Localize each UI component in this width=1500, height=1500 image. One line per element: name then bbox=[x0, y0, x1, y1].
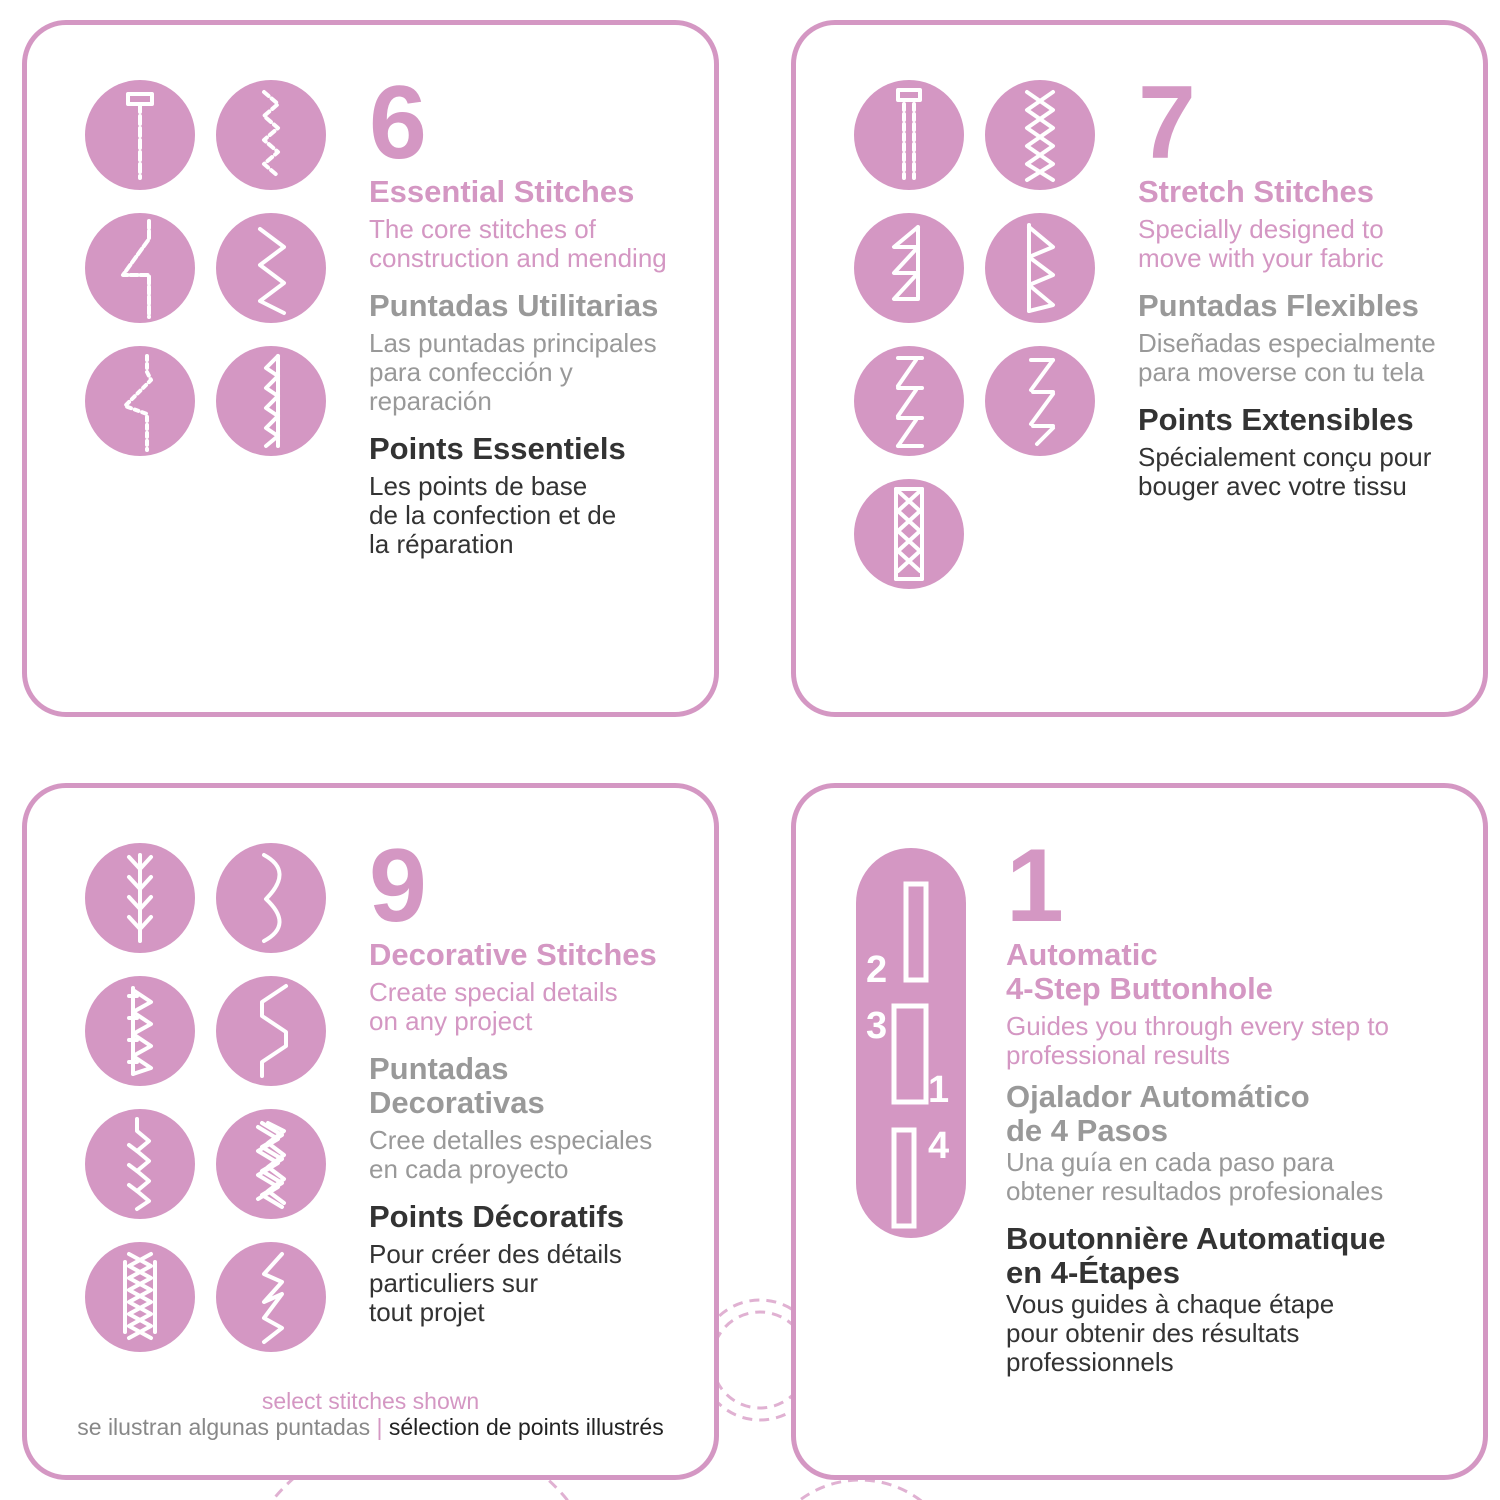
wave-icon bbox=[216, 976, 326, 1086]
description-english: Create special details on any project bbox=[369, 977, 618, 1036]
overedge-icon bbox=[985, 213, 1095, 323]
step-label-3: 3 bbox=[866, 1005, 888, 1047]
title-french: Boutonnière Automatique en 4-Étapes bbox=[1006, 1221, 1386, 1290]
essential-stitches-panel bbox=[22, 20, 719, 717]
description-english: Specially designed to move with your fabric bbox=[1138, 214, 1384, 273]
title-english: Essential Stitches bbox=[369, 174, 635, 209]
decorative-stitches-panel bbox=[22, 783, 719, 1480]
footnote-spanish: se ilustran algunas puntadas bbox=[77, 1414, 371, 1440]
stitch-count: 7 bbox=[1138, 65, 1196, 181]
stretch-text bbox=[1138, 65, 1478, 501]
footnote-french: sélection de points illustrés bbox=[388, 1414, 664, 1440]
feature-count: 1 bbox=[1006, 828, 1064, 944]
step-label-4: 4 bbox=[928, 1125, 950, 1167]
description-spanish: Las puntadas principales para confección y reparación bbox=[369, 328, 657, 416]
buttonhole-step-4-bar bbox=[894, 1130, 914, 1226]
zigzag-arrow-icon bbox=[216, 1242, 326, 1352]
arrow-stitch-icon bbox=[85, 1109, 195, 1219]
title-french: Points Extensibles bbox=[1138, 402, 1414, 437]
footnote-row bbox=[27, 1414, 714, 1440]
step-label-1: 1 bbox=[928, 1069, 950, 1111]
slant-overlock-icon bbox=[854, 346, 964, 456]
blind-hem-icon bbox=[85, 213, 195, 323]
overcast-icon bbox=[216, 346, 326, 456]
title-french: Points Décoratifs bbox=[369, 1199, 624, 1234]
description-english: The core stitches of construction and mending bbox=[369, 214, 667, 273]
title-spanish: Puntadas Flexibles bbox=[1138, 288, 1419, 323]
cross-stitch-icon bbox=[985, 80, 1095, 190]
buttonhole-panel bbox=[791, 783, 1488, 1480]
decorative-text bbox=[369, 828, 709, 1327]
satin-wedge-icon bbox=[216, 1109, 326, 1219]
stitch-count: 9 bbox=[369, 828, 427, 944]
greek-key-icon bbox=[85, 1242, 195, 1352]
step-label-2: 2 bbox=[866, 949, 888, 991]
footnote-english: select stitches shown bbox=[261, 1388, 480, 1414]
title-french: Points Essentiels bbox=[369, 431, 626, 466]
title-english: Automatic 4-Step Buttonhole bbox=[1006, 937, 1273, 1006]
footnote bbox=[27, 1388, 714, 1440]
title-spanish: Puntadas Utilitarias bbox=[369, 288, 659, 323]
triple-zigzag-icon bbox=[216, 80, 326, 190]
shell-stitch-icon bbox=[85, 976, 195, 1086]
description-french: Spécialement conçu pour bouger avec votre tissu bbox=[1138, 442, 1432, 501]
essential-text bbox=[369, 65, 709, 559]
stretch-stitches-panel bbox=[791, 20, 1488, 717]
scallop-satin-icon bbox=[216, 843, 326, 953]
honeycomb-icon bbox=[854, 479, 964, 589]
zigzag-icon bbox=[216, 213, 326, 323]
buttonhole-steps-icon bbox=[856, 848, 966, 1238]
description-french: Les points de base de la confection et de la réparation bbox=[369, 471, 617, 559]
elastic-blind-hem-icon bbox=[85, 346, 195, 456]
title-english: Decorative Stitches bbox=[369, 937, 657, 972]
buttonhole-text bbox=[1006, 828, 1476, 1377]
straight-stitch-icon bbox=[85, 80, 195, 190]
footnote-separator: | bbox=[376, 1414, 383, 1440]
description-spanish: Cree detalles especiales en cada proyecto bbox=[369, 1125, 653, 1184]
title-english: Stretch Stitches bbox=[1138, 174, 1375, 209]
description-spanish: Diseñadas especialmente para moverse con tu tela bbox=[1138, 328, 1436, 387]
feather-icon bbox=[85, 843, 195, 953]
slant-stitch-icon bbox=[985, 346, 1095, 456]
stitch-count: 6 bbox=[369, 65, 427, 181]
triple-straight-icon bbox=[854, 80, 964, 190]
description-english: Guides you through every step to professional results bbox=[1006, 1011, 1390, 1070]
description-spanish: Una guía en cada paso para obtener resultados profesionales bbox=[1006, 1147, 1384, 1206]
title-spanish: Puntadas Decorativas bbox=[369, 1051, 545, 1120]
description-french: Pour créer des détails particuliers sur tout projet bbox=[369, 1239, 622, 1327]
title-spanish: Ojalador Automático de 4 Pasos bbox=[1006, 1079, 1310, 1148]
rick-rack-icon bbox=[854, 213, 964, 323]
buttonhole-step-3-bar bbox=[894, 1006, 926, 1102]
description-french: Vous guides à chaque étape pour obtenir des résultats professionnels bbox=[1006, 1289, 1335, 1377]
buttonhole-step-2-bar bbox=[906, 884, 926, 980]
